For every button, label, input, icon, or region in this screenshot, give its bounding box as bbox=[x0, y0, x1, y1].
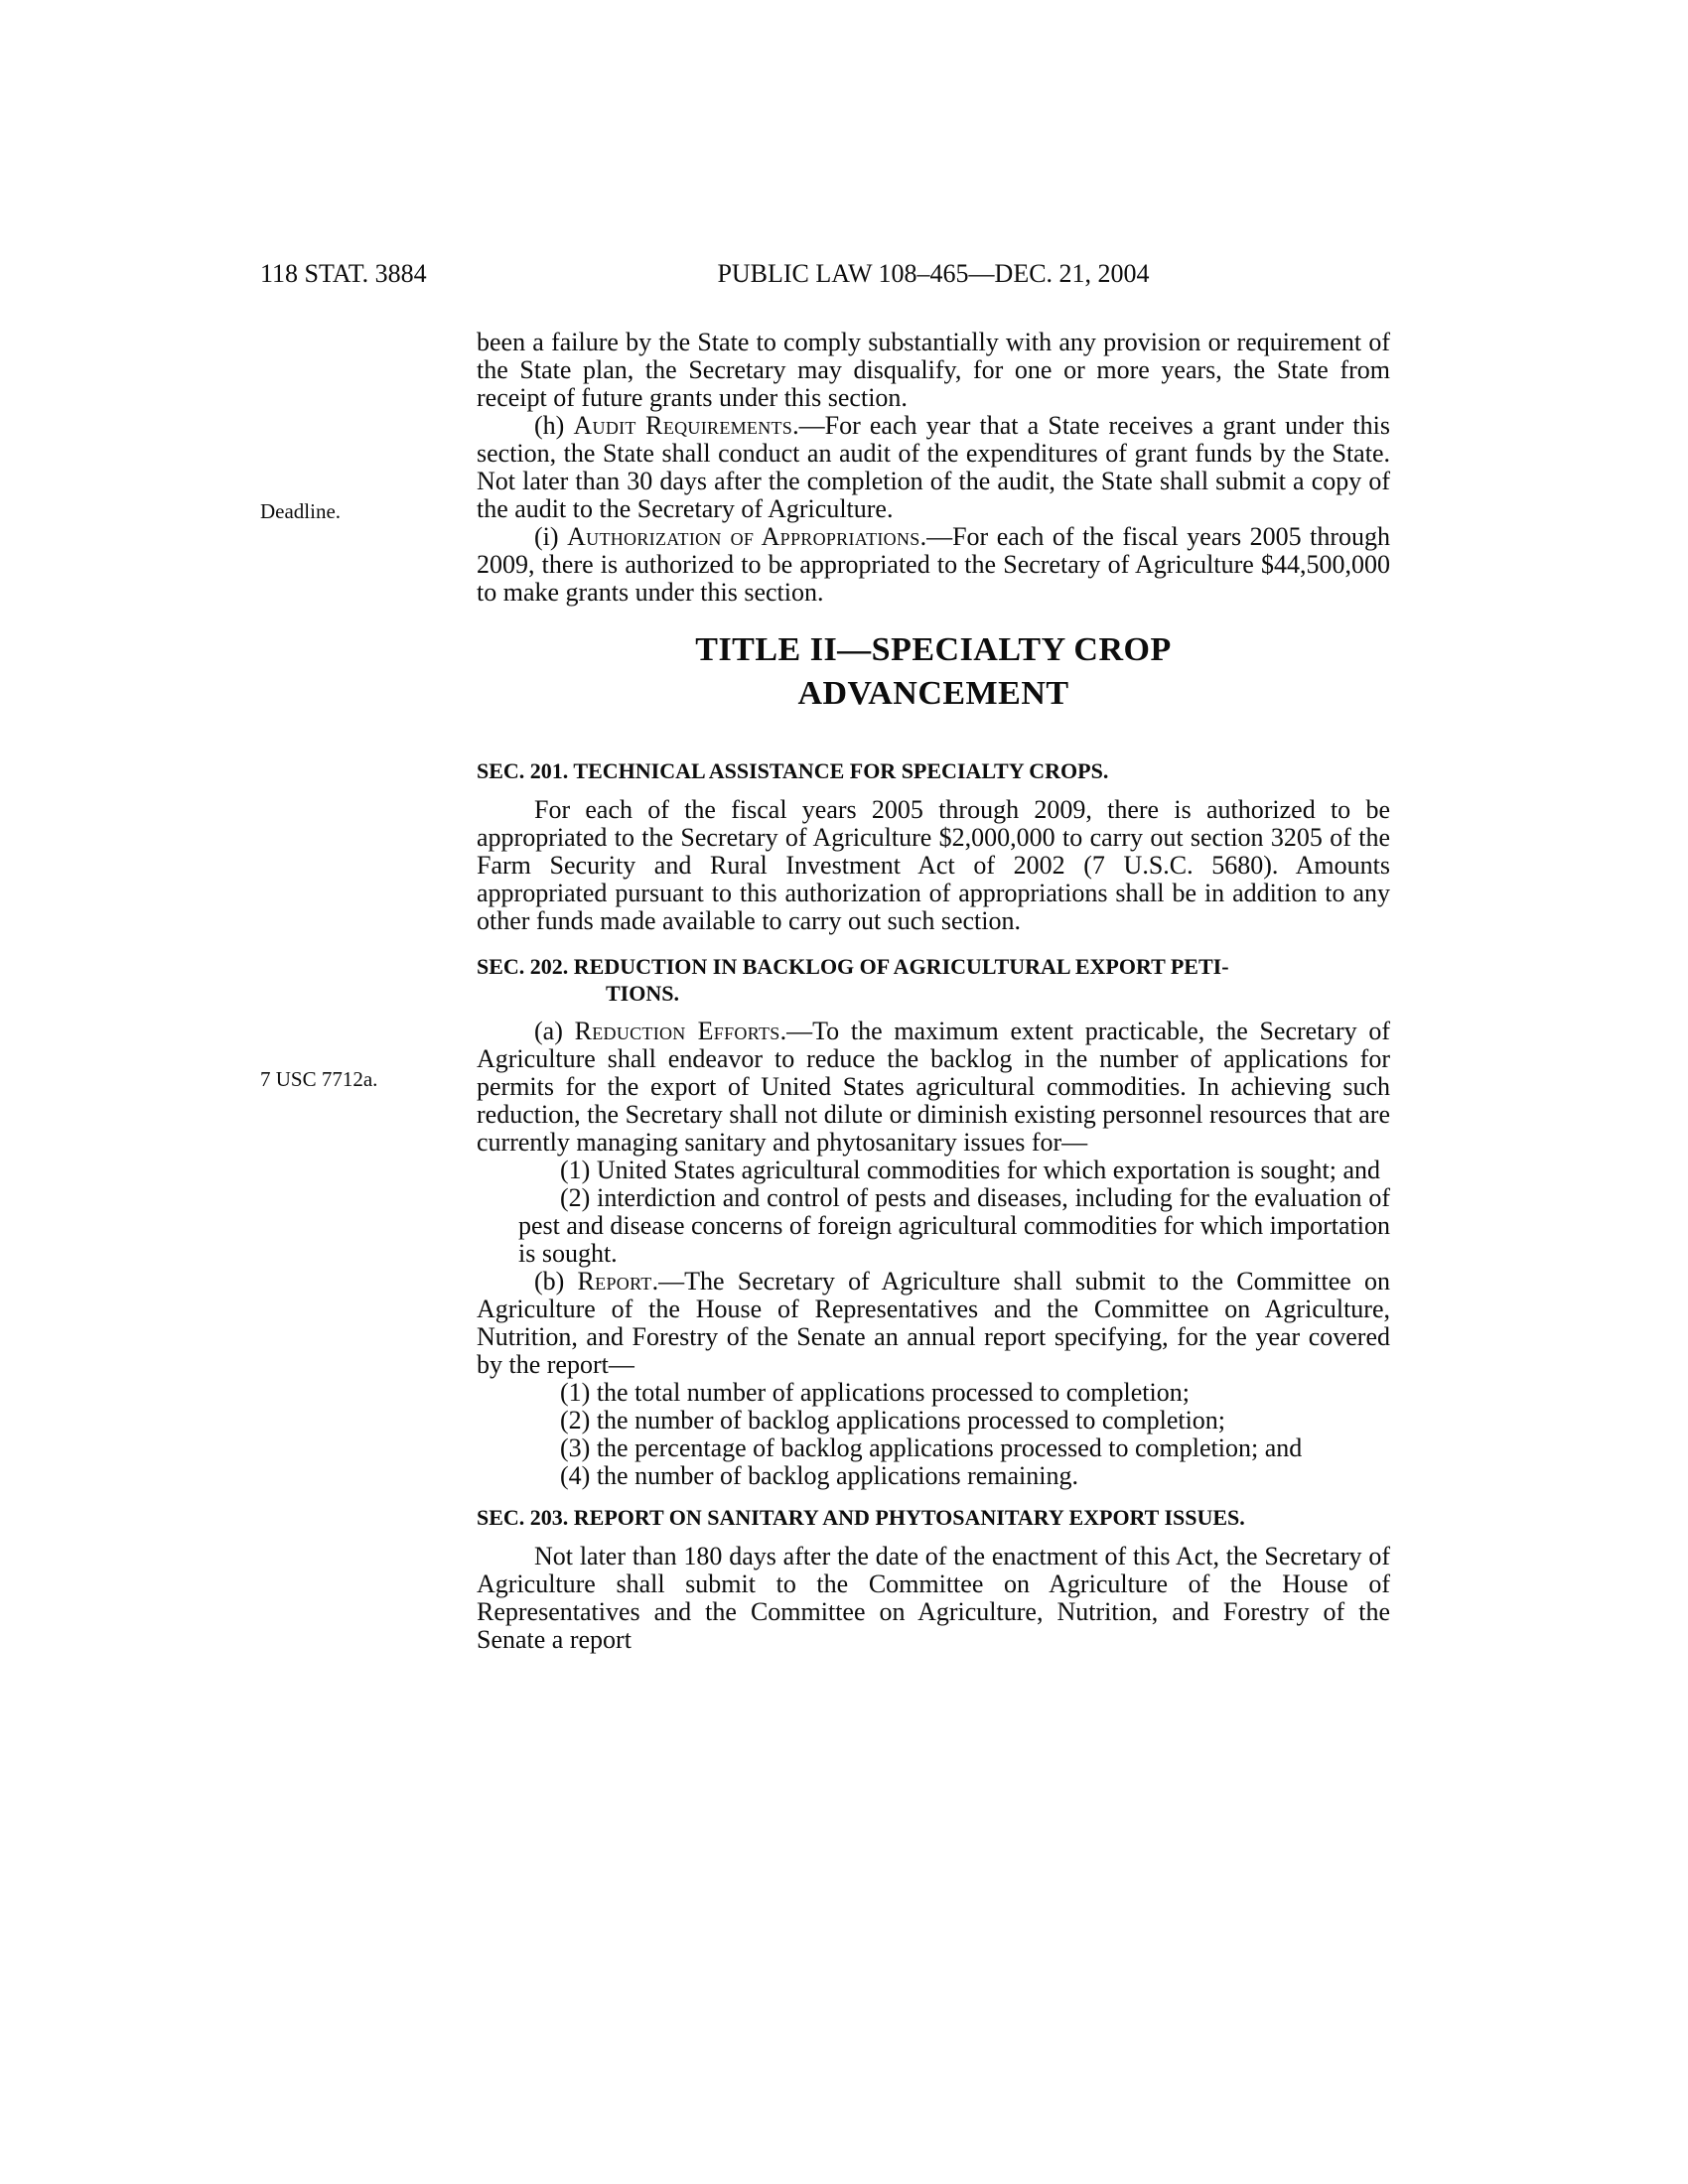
subsection-i-label: (i) bbox=[534, 522, 568, 551]
title-ii-line1: TITLE II—SPECIALTY CROP bbox=[695, 631, 1172, 668]
title-ii-line2: ADVANCEMENT bbox=[797, 675, 1069, 712]
subsection-i-text: .—For each of the fiscal years 2005 through 2009, there is authorized to be appropriated to the Secretary of Agriculture $44,500,000 to make grants under this section. bbox=[477, 522, 1391, 607]
law-citation-header: PUBLIC LAW 108–465—DEC. 21, 2004 bbox=[717, 259, 1150, 288]
paragraph-a-reduction-efforts bbox=[477, 1018, 1390, 1157]
subsection-a-label: (a) bbox=[534, 1017, 575, 1045]
list-item-b1: (1) the total number of applications processed to completion; bbox=[560, 1378, 1190, 1407]
stat-page-number: 118 STAT. 3884 bbox=[260, 259, 427, 288]
sec-203-heading: SEC. 203. REPORT ON SANITARY AND PHYTOSANITARY EXPORT ISSUES. bbox=[477, 1505, 1245, 1530]
sec-202-heading-line2: TIONS. bbox=[606, 981, 679, 1006]
body-text-column bbox=[477, 329, 1390, 1654]
subsection-h-title: Audit Requirements bbox=[573, 411, 793, 440]
paragraph-b-report bbox=[477, 1268, 1390, 1379]
subsection-h-label: (h) bbox=[534, 411, 574, 440]
subsection-a-text: .—To the maximum extent practicable, the Secretary of Agriculture shall endeavor to reduce the backlog in the number of applications for permits for the export of United States agricultural commodities. In achieving such reduction, the Secretary shall not dilute or diminish existing personnel resources that are currently managing sanitary and phytosanitary issues for— bbox=[477, 1017, 1390, 1157]
list-item-b3: (3) the percentage of backlog applications processed to completion; and bbox=[560, 1433, 1303, 1462]
subsection-i-title: Authorization of Appropriations bbox=[567, 522, 920, 551]
list-item-a1: (1) United States agricultural commodities for which exportation is sought; and bbox=[560, 1156, 1381, 1184]
subsection-b-label: (b) bbox=[534, 1267, 578, 1296]
sec-202-heading-line1: SEC. 202. REDUCTION IN BACKLOG OF AGRICULTURAL EXPORT PETI- bbox=[477, 954, 1229, 979]
list-item-a2: (2) interdiction and control of pests and diseases, including for the evaluation of pest and disease concerns of foreign agricultural commodities for which importation is sought. bbox=[518, 1183, 1390, 1268]
sec-202-heading bbox=[477, 953, 1390, 1007]
margin-note-deadline: Deadline. bbox=[260, 499, 342, 523]
paragraph-h-audit-requirements bbox=[477, 412, 1390, 523]
subsection-b-text: .—The Secretary of Agriculture shall submit to the Committee on Agriculture of the House of Representatives and the Committee on Agriculture, Nutrition, and Forestry of the Senate an annual report specifying, for the year covered by the report— bbox=[477, 1267, 1390, 1379]
sec-201-body: For each of the fiscal years 2005 through 2009, there is authorized to be appropriated to the Secretary of Agriculture $2,000,000 to carry out section 3205 of the Farm Security and Rural Investment Act of 2002 (7 U.S.C. 5680). Amounts appropriated pursuant to this authorization of appropriations shall be in addition to any other funds made available to carry out such section. bbox=[477, 795, 1390, 935]
sec-203-body: Not later than 180 days after the date of the enactment of this Act, the Secretary of Agriculture shall submit to the Committee on Agriculture of the House of Representatives and the Committee on Agriculture, Nutrition, and Forestry of the Senate a report bbox=[477, 1542, 1390, 1654]
paragraph-i-authorization bbox=[477, 523, 1390, 607]
list-item-b2: (2) the number of backlog applications processed to completion; bbox=[560, 1406, 1226, 1434]
subsection-h-text: .—For each year that a State receives a grant under this section, the State shall conduct an audit of the expenditures of grant funds by the State. Not later than 30 days after the completion of the audit, the State shall submit a copy of the audit to the Secretary of Agriculture. bbox=[477, 411, 1390, 523]
subsection-a-title: Reduction Efforts bbox=[574, 1017, 780, 1045]
margin-note-usc-citation: 7 USC 7712a. bbox=[260, 1067, 378, 1091]
title-ii-heading bbox=[477, 628, 1390, 716]
list-item-b4: (4) the number of backlog applications remaining. bbox=[560, 1461, 1079, 1490]
subsection-b-title: Report bbox=[577, 1267, 652, 1296]
sec-201-heading: SEC. 201. TECHNICAL ASSISTANCE FOR SPECIALTY CROPS. bbox=[477, 758, 1109, 783]
paragraph-continuation: been a failure by the State to comply substantially with any provision or requirement of the State plan, the Secretary may disqualify, for one or more years, the State from receipt of future grants under this section. bbox=[477, 328, 1390, 412]
